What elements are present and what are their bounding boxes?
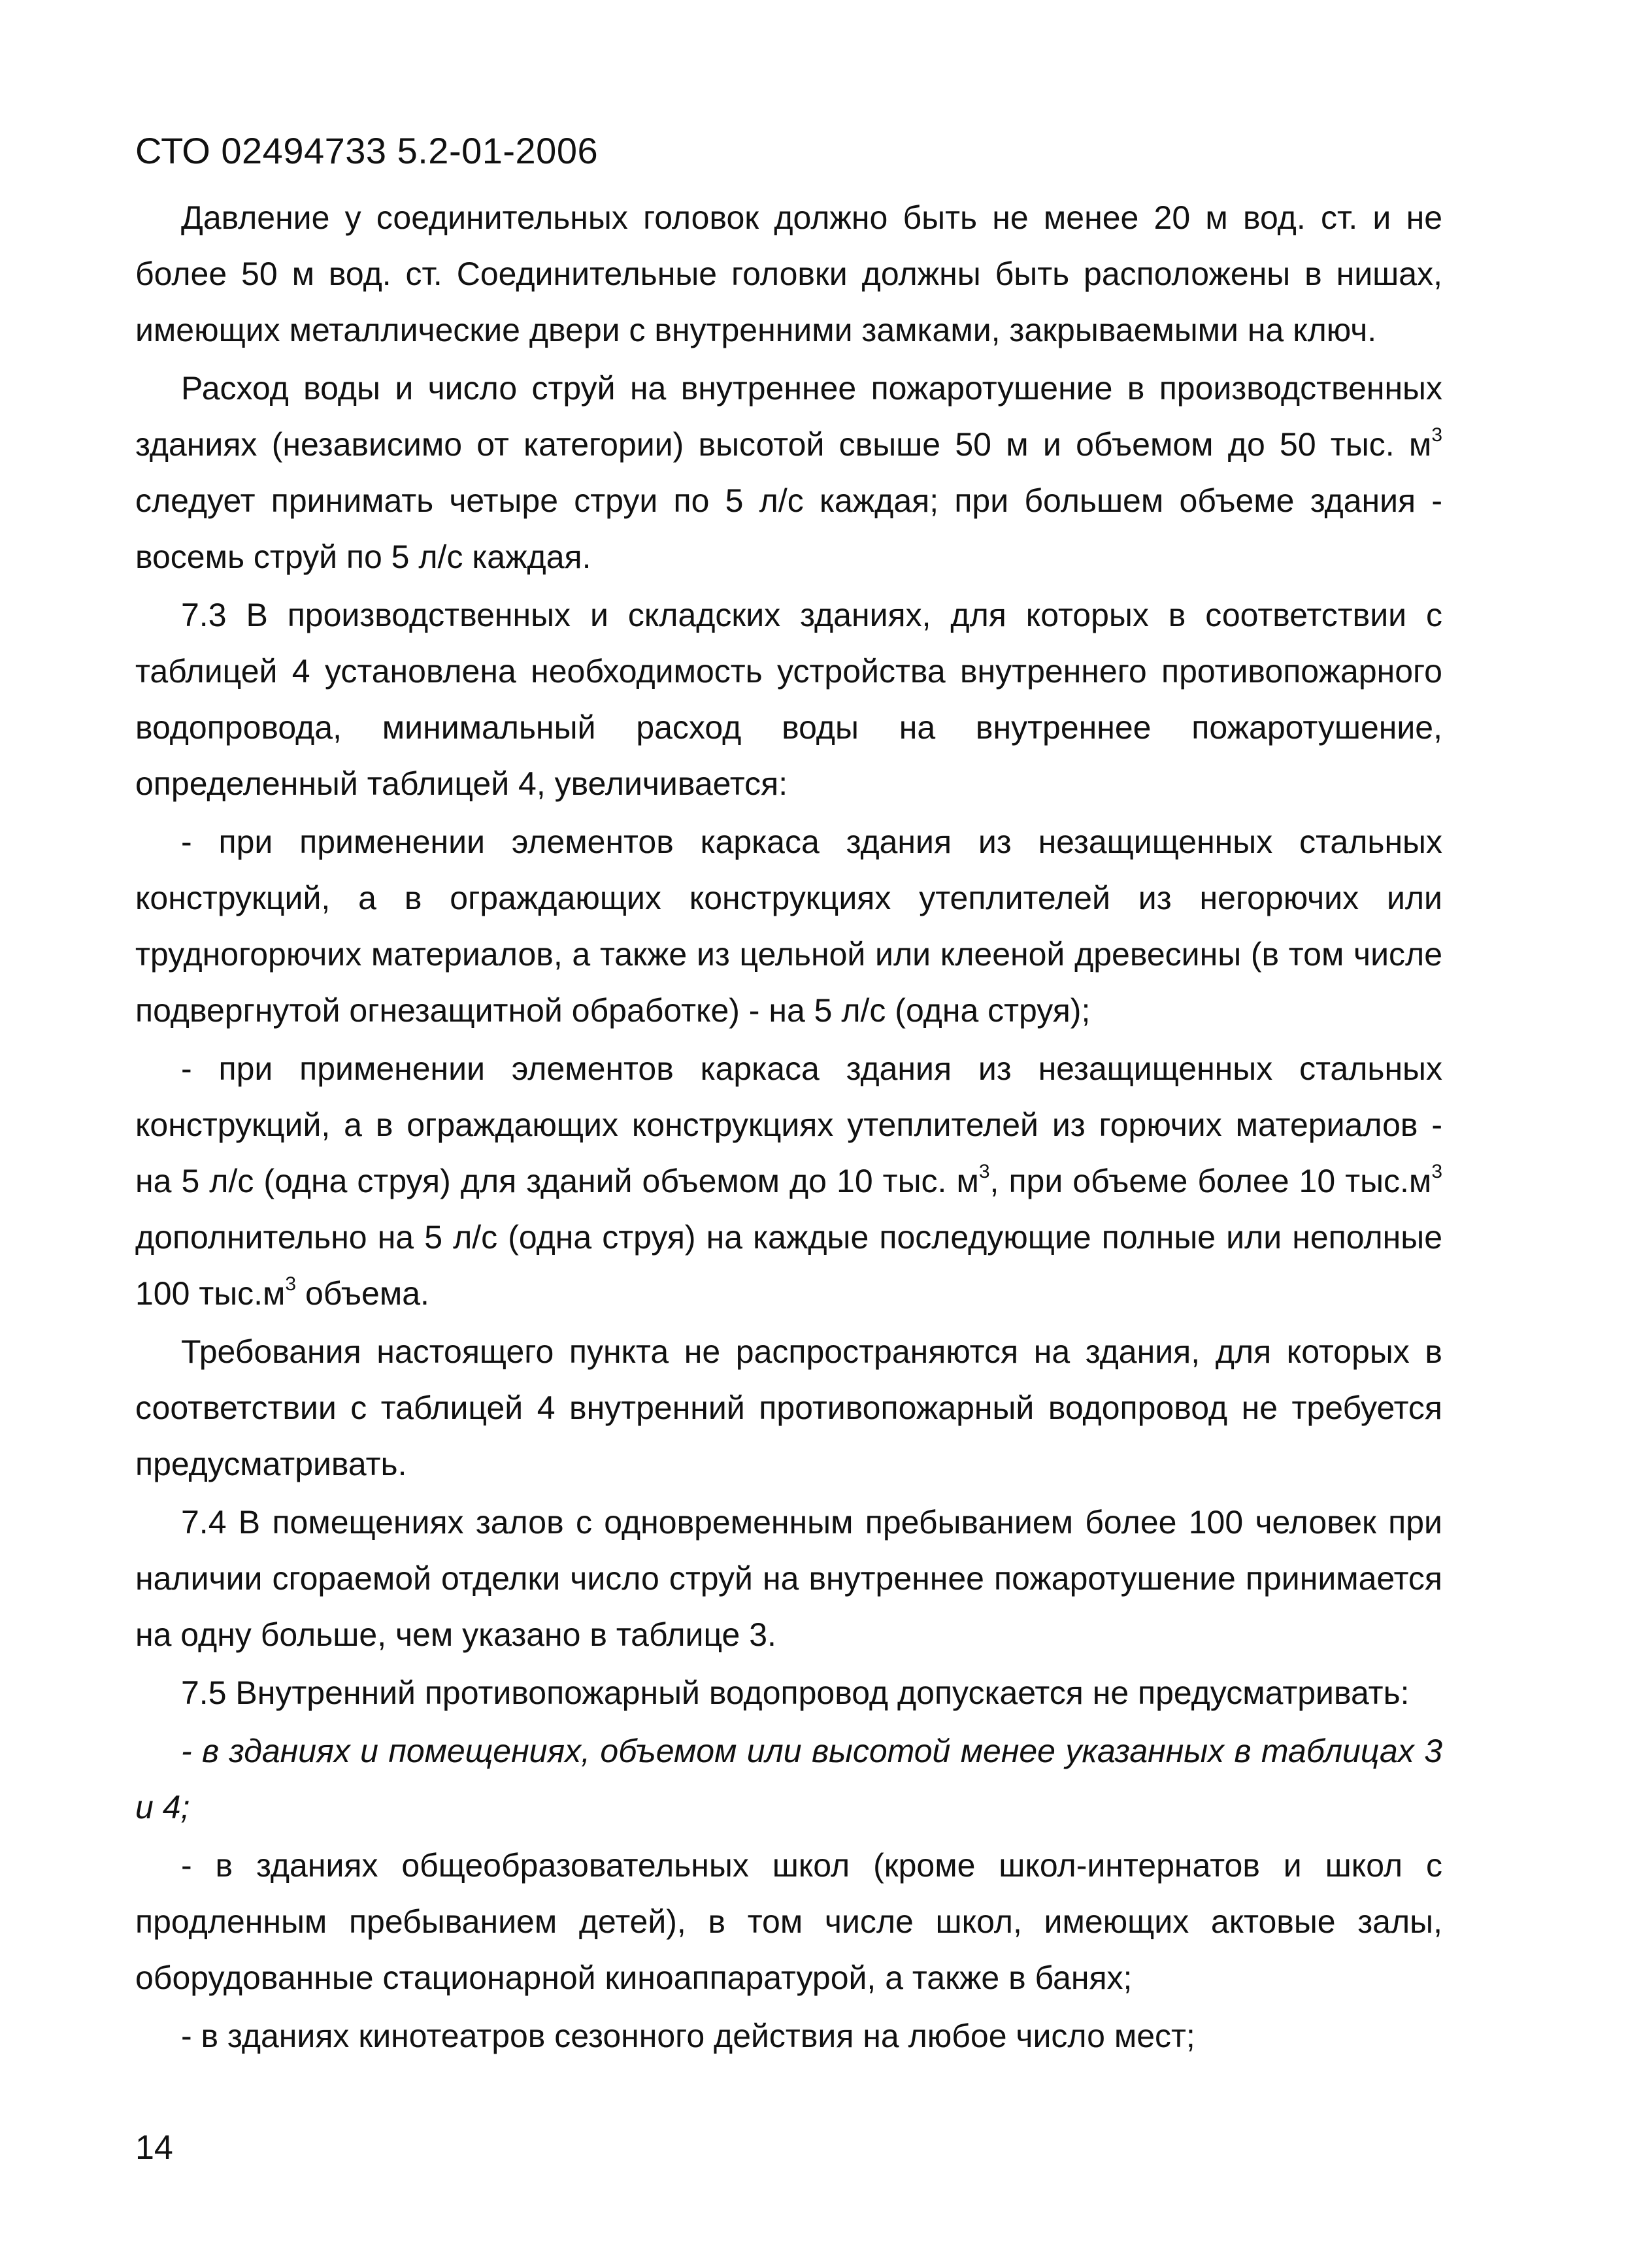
paragraph-water-consumption	[135, 360, 1442, 585]
paragraph-7-3: 7.3 В производственных и складских зданиях, для которых в соответствии с таблицей 4 установлена необходимость устройства внутреннего противопожарного водопровода, минимальный расход воды на внутреннее пожаротушение, определенный таблицей 4, увеличивается:	[135, 597, 1442, 802]
paragraph-text: Расход воды и число струй на внутреннее пожаротушение в производственных зданиях (независимо от категории) высотой свыше 50 м и объемом до 50 тыс. м	[135, 370, 1442, 463]
superscript-cubic: 3	[1431, 1161, 1442, 1183]
document-code-header: СТО 02494733 5.2-01-2006	[135, 130, 599, 171]
list-item-cinemas: - в зданиях кинотеатров сезонного действия на любое число мест;	[181, 2018, 1195, 2054]
paragraph-requirements-scope: Требования настоящего пункта не распространяются на здания, для которых в соответствии с таблицей 4 внутренний противопожарный водопровод не требуется предусматривать.	[135, 1333, 1442, 1482]
list-item-combustible	[135, 1041, 1442, 1322]
paragraph-7-5: 7.5 Внутренний противопожарный водопровод допускается не предусматривать:	[181, 1675, 1410, 1711]
paragraph-text: , при объеме более 10 тыс.м	[989, 1163, 1432, 1199]
superscript-cubic: 3	[285, 1273, 297, 1295]
list-item-noncombustible: - при применении элементов каркаса здания из незащищенных стальных конструкций, а в ограждающих конструкциях утеплителей из негорючих или трудногорючих материалов, а также из цельной или клееной древесины (в том числе подвергнутой огнезащитной обработке) - на 5 л/с (одна струя);	[135, 824, 1442, 1029]
superscript-cubic: 3	[978, 1161, 990, 1183]
paragraph-7-4: 7.4 В помещениях залов с одновременным пребыванием более 100 человек при наличии сгораемой отделки число струй на внутреннее пожаротушение принимается на одну больше, чем указано в таблице 3.	[135, 1504, 1442, 1653]
paragraph-text: следует принимать четыре струи по 5 л/с каждая; при большем объеме здания - восемь струй по 5 л/с каждая.	[135, 482, 1442, 575]
paragraph-text: объема.	[296, 1275, 429, 1312]
list-item-small-buildings: - в зданиях и помещениях, объемом или высотой менее указанных в таблицах 3 и 4;	[135, 1733, 1442, 1826]
paragraph-text: - при применении элементов каркаса здания из незащищенных стальных конструкций, а в ограждающих конструкциях утеплителей из горючих материалов - на 5 л/с (одна струя) для зданий объемом до 10 тыс. м	[135, 1050, 1442, 1199]
paragraph-text: дополнительно на 5 л/с (одна струя) на каждые последующие полные или неполные 100 тыс.м	[135, 1219, 1442, 1312]
list-item-schools: - в зданиях общеобразовательных школ (кроме школ-интернатов и школ с продленным пребыванием детей), в том числе школ, имеющих актовые залы, оборудованные стационарной киноаппаратурой, а также в банях;	[135, 1847, 1442, 1996]
paragraph-pressure: Давление у соединительных головок должно быть не менее 20 м вод. ст. и не более 50 м вод. ст. Соединительные головки должны быть расположены в нишах, имеющих металлические двери с внутренними замками, закрываемыми на ключ.	[135, 199, 1442, 348]
superscript-cubic: 3	[1431, 424, 1442, 446]
document-body	[135, 190, 1442, 2066]
page-number: 14	[135, 2129, 173, 2167]
